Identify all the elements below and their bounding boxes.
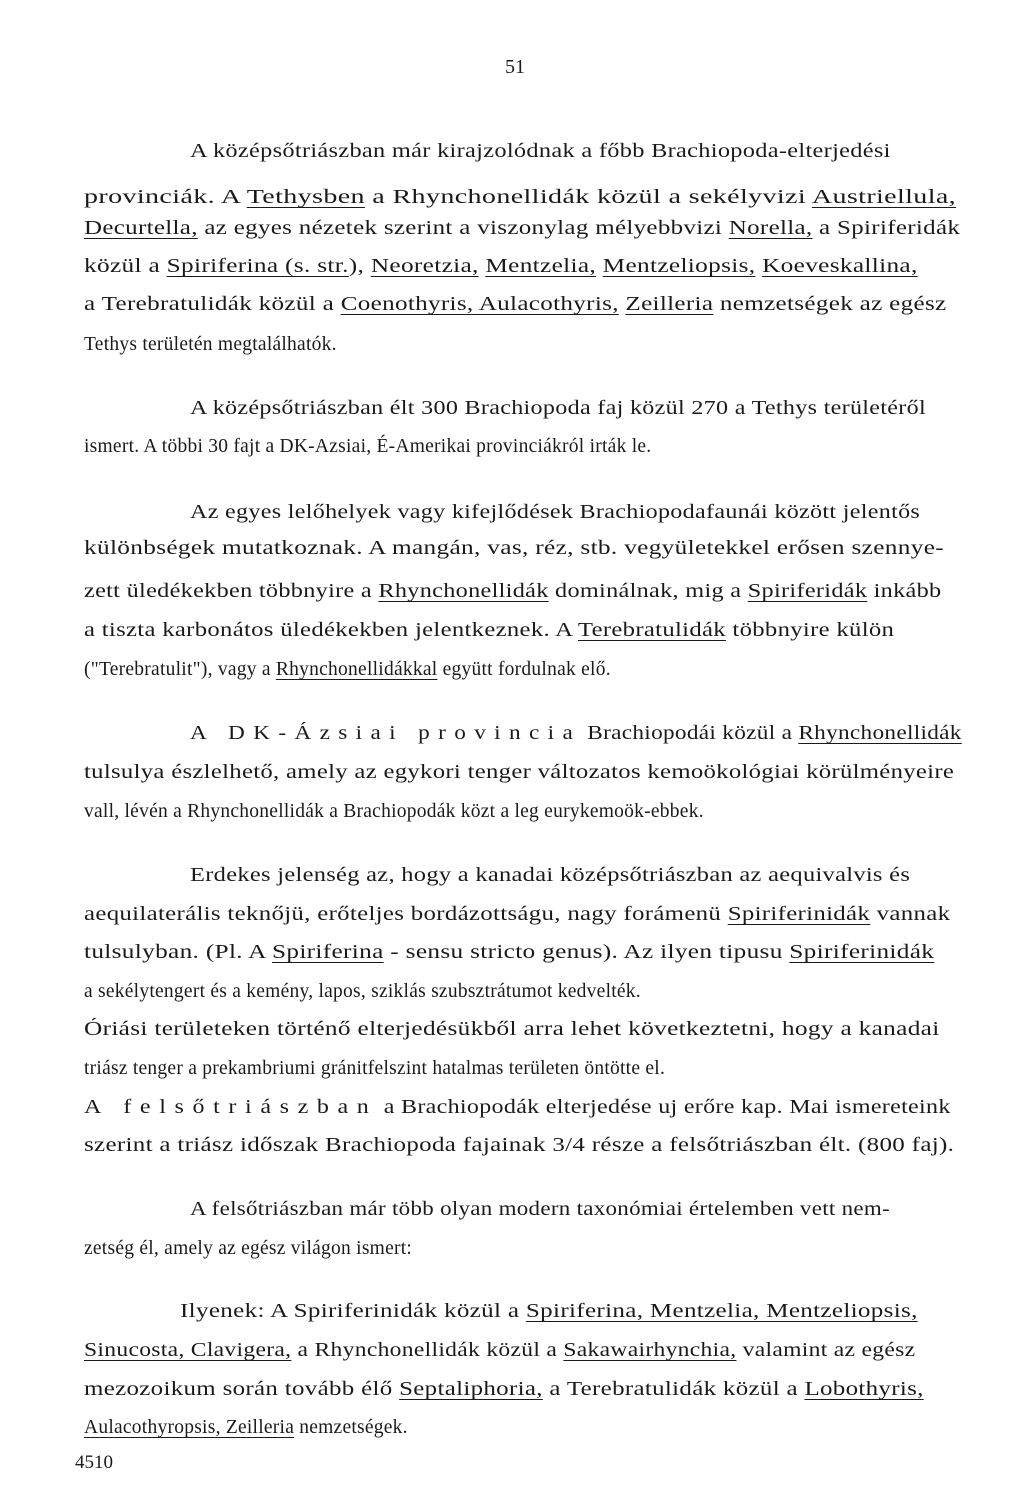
text-line [84,1097,951,1119]
text-segment: zett üledékekben többnyire a [84,581,379,602]
taxon-underlined: Sinucosta, Clavigera, [84,1340,292,1361]
taxon-underlined: Neoretzia, [370,256,479,277]
text-line [84,187,956,209]
text-segment: közül a [84,256,167,277]
text-segment: A középsőtriászban élt 300 Brachiopoda faj közül 270 a Tethys területéről [190,398,926,419]
text-segment: szerint a triász időszak Brachiopoda fajainak 3/4 része a felsőtriászban élt. (800 faj). [84,1135,955,1156]
text-segment: ("Terebratulit"), vagy a [84,659,276,680]
text-segment: a Brachiopodák elterjedése uj erőre kap. Mai ismereteink [377,1097,951,1118]
text-segment: A felsőtriászban már több olyan modern taxonómiai értelemben vett nem- [190,1199,890,1220]
text-segment: Óriási területeken történő elterjedésükből arra lehet következtetni, hogy a kanadai [84,1019,940,1040]
text-line [84,659,611,681]
text-segment: triász tenger a prekambriumi gránitfelszint hatalmas területen öntötte el. [84,1058,666,1079]
text-segment: többnyire külön [725,620,895,641]
text-segment: a tiszta karbonátos üledékekben jelentkeznek. A [84,620,578,641]
text-segment: ismert. A többi 30 fajt a DK-Azsiai, É-Amerikai provinciákról irták le. [84,436,652,457]
taxon-underlined: Septaliphoria, [399,1379,543,1400]
text-segment: a Spiriferidák [812,218,961,239]
taxon-underlined: Rhynchonellidákkal [275,659,438,680]
taxon-underlined: Norella, [728,218,813,239]
text-segment: a Rhynchonellidák közül a [291,1340,564,1361]
text-line [190,723,962,745]
text-segment: provinciák. A [84,187,247,208]
taxon-underlined: Tethysben [246,187,365,208]
text-line [84,981,641,1003]
text-line [84,1135,954,1157]
taxon-underlined: Mentzelia, [485,256,597,277]
taxon-underlined: Spiriferina (s. str. [166,256,349,277]
taxon-underlined: Spiriferinidák [727,904,871,925]
text-line [84,1417,408,1439]
text-line [84,1340,915,1362]
text-segment: az egyes nézetek szerint a viszonylag mélyebbvizi [197,218,729,239]
taxon-underlined: Spiriferidák [747,581,868,602]
text-segment: Erdekes jelenség az, hogy a kanadai középsőtriászban az aequivalvis és [190,865,911,886]
text-line [190,141,891,163]
text-segment: - sensu stricto genus). Az ilyen tipusu [383,942,790,963]
text-line [84,762,954,784]
text-segment: tulsulya észlelhető, amely az egykori tenger változatos kemoökológiai körülményeire [84,762,955,783]
taxon-underlined: Aulacothyropsis, Zeilleria [84,1417,295,1438]
text-segment [596,256,603,277]
taxon-underlined: Zeilleria [625,294,714,315]
taxon-underlined: Spiriferinidák [789,942,935,963]
taxon-underlined: Decurtella, [84,218,198,239]
taxon-underlined: Mentzeliopsis, [602,256,756,277]
text-segment: nemzetségek. [294,1417,408,1438]
text-segment: a Terebratulidák közül a [542,1379,805,1400]
text-segment: tulsulyban. (Pl. A [84,942,273,963]
text-segment [619,294,626,315]
text-line [84,620,894,642]
text-segment: vall, lévén a Rhynchonellidák a Brachiopodák közt a leg eurykemoök-ebbek. [84,801,704,822]
text-line [84,218,960,240]
text-segment: nemzetségek az egész [713,294,947,315]
taxon-underlined: Coenothyris, Aulacothyris, [340,294,619,315]
text-line [84,1019,940,1041]
page-number: 51 [505,56,525,78]
text-line [84,294,947,316]
text-segment: Brachiopodái közül a [581,723,799,744]
text-segment: együtt fordulnak elő. [437,659,611,680]
footer-code: 4510 [75,1452,113,1473]
text-segment: valamint az egész [736,1340,916,1361]
text-segment: A középsőtriászban már kirajzolódnak a főbb Brachiopoda-elterjedési [190,141,891,162]
text-line [84,334,337,356]
text-line [190,1199,890,1221]
text-line [190,502,920,524]
text-line [84,256,918,278]
taxon-underlined: Terebratulidák [577,620,726,641]
text-segment: vannak [870,904,951,925]
text-segment: a Terebratulidák közül a [84,294,341,315]
text-segment: inkább [867,581,942,602]
text-segment: különbségek mutatkoznak. A mangán, vas, réz, stb. vegyületekkel erősen szennye- [84,538,944,559]
text-line [84,904,950,926]
text-line [84,581,941,603]
text-line [190,398,926,420]
text-line [84,1379,924,1401]
text-line [84,1238,412,1260]
taxon-underlined: Spiriferina, Mentzelia, Mentzeliopsis, [525,1301,918,1322]
text-segment [755,256,762,277]
taxon-underlined: Spiriferina [272,942,384,963]
text-segment: a Rhynchonellidák közül a sekélyvizi [364,187,812,208]
text-segment: aequilaterális teknőjü, erőteljes bordázottságu, nagy forámenü [84,904,728,925]
text-segment: ), [348,256,371,277]
text-line [84,538,944,560]
text-line [84,1058,665,1080]
text-segment: mezozoikum során tovább élő [84,1379,400,1400]
text-segment: a sekélytengert és a kemény, lapos, sziklás szubsztrátumot kedvelték. [84,981,641,1002]
text-segment: zetség él, amely az egész világon ismert: [84,1238,413,1259]
taxon-underlined: Koeveskallina, [762,256,918,277]
taxon-underlined: Lobothyris, [804,1379,924,1400]
taxon-underlined: Rhynchonellidák [378,581,549,602]
taxon-underlined: Sakawairhynchia, [563,1340,737,1361]
text-segment: Ilyenek: A Spiriferinidák közül a [180,1301,526,1322]
text-line [84,436,651,458]
spaced-heading: A felsőtriászban [84,1097,378,1118]
text-line [84,942,934,964]
taxon-underlined: Rhynchonellidák [798,723,962,744]
spaced-heading: A DK-Ázsiai provincia [190,723,582,744]
text-line [190,865,910,887]
text-line [84,801,704,823]
text-line [180,1301,918,1323]
text-segment: Az egyes lelőhelyek vagy kifejlődések Brachiopodafaunái között jelentős [190,502,921,523]
text-segment: dominálnak, mig a [548,581,748,602]
taxon-underlined: Austriellula, [811,187,957,208]
text-segment: Tethys területén megtalálhatók. [84,334,337,355]
